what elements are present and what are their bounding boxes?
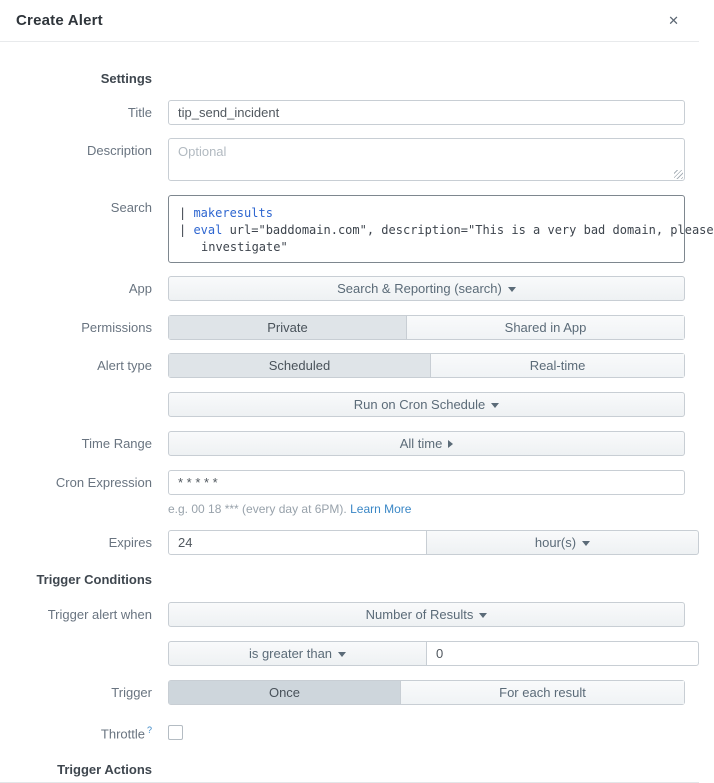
caret-right-icon <box>448 440 453 448</box>
throttle-row <box>0 723 699 741</box>
time-range-label: Time Range <box>81 436 152 451</box>
expires-unit-value: hour(s) <box>534 535 577 550</box>
dialog-header <box>0 0 699 42</box>
cron-help: e.g. 00 18 *** (every day at 6PM). Learn More <box>168 502 412 516</box>
trigger-when-value: Number of Results <box>365 607 474 622</box>
settings-heading: Settings <box>100 71 152 86</box>
caret-down-icon <box>508 287 516 292</box>
app-dropdown-value: Search & Reporting (search) <box>337 281 502 296</box>
expires-label: Expires <box>108 535 152 550</box>
dialog-body <box>0 42 714 783</box>
alert-type-row <box>0 353 699 378</box>
trigger-actions-heading-row <box>0 762 699 777</box>
alert-type-option-scheduled[interactable]: Scheduled <box>169 354 431 377</box>
trigger-when-label: Trigger alert when <box>47 607 152 622</box>
spl-line: investigate" <box>201 240 288 254</box>
settings-heading-row <box>0 71 699 86</box>
trigger-option-each[interactable]: For each result <box>401 681 684 704</box>
permissions-option-private[interactable]: Private <box>169 316 407 339</box>
description-textarea[interactable] <box>168 138 685 181</box>
time-range-value: All time <box>399 436 443 451</box>
expires-input[interactable] <box>168 530 427 555</box>
dialog-title: Create Alert <box>16 12 103 29</box>
cron-input[interactable] <box>168 470 685 495</box>
trigger-conditions-heading: Trigger Conditions <box>36 572 152 587</box>
comparator-value: is greater than <box>248 646 333 661</box>
app-label: App <box>128 281 152 296</box>
title-input[interactable] <box>168 100 685 125</box>
alert-type-option-realtime[interactable]: Real-time <box>431 354 684 377</box>
app-row <box>0 276 699 301</box>
schedule-dropdown-value: Run on Cron Schedule <box>353 397 486 412</box>
trigger-when-dropdown[interactable] <box>168 602 685 627</box>
caret-down-icon <box>479 613 487 618</box>
spl-command: eval <box>193 223 223 237</box>
caret-down-icon <box>338 652 346 657</box>
spl-line: | eval url="baddomain.com", description="This is a very bad domain, please <box>179 223 714 237</box>
throttle-label: Throttle ? <box>100 725 152 742</box>
trigger-label: Trigger <box>111 685 152 700</box>
time-range-row <box>0 431 699 456</box>
condition-row <box>0 641 699 666</box>
description-label: Description <box>86 143 152 158</box>
spl-line: | makeresults <box>179 206 273 220</box>
permissions-label: Permissions <box>81 320 152 335</box>
trigger-row <box>0 680 699 705</box>
caret-down-icon <box>582 541 590 546</box>
caret-down-icon <box>491 403 499 408</box>
trigger-segments <box>168 680 685 705</box>
alert-type-label: Alert type <box>97 358 152 373</box>
schedule-dropdown[interactable] <box>168 392 685 417</box>
search-row <box>0 195 714 263</box>
title-row <box>0 100 699 125</box>
trigger-actions-heading: Trigger Actions <box>57 762 152 778</box>
learn-more-link[interactable]: Learn More <box>350 502 412 516</box>
expires-unit-dropdown[interactable] <box>426 530 699 555</box>
comparator-dropdown[interactable] <box>168 641 427 666</box>
search-label: Search <box>110 200 152 215</box>
close-icon[interactable]: ✕ <box>668 13 679 28</box>
throttle-checkbox[interactable] <box>168 725 183 740</box>
permissions-row <box>0 315 699 340</box>
spl-command: makeresults <box>193 206 273 220</box>
cron-label: Cron Expression <box>55 475 152 490</box>
expires-row <box>0 530 699 555</box>
trigger-when-row <box>0 602 699 627</box>
cron-row <box>0 470 699 516</box>
help-question-icon[interactable]: ? <box>146 725 152 735</box>
permissions-segments <box>168 315 685 340</box>
alert-type-segments <box>168 353 685 378</box>
app-dropdown[interactable] <box>168 276 685 301</box>
title-label: Title <box>127 105 152 120</box>
schedule-row <box>0 392 699 417</box>
trigger-option-once[interactable]: Once <box>169 681 401 704</box>
description-row <box>0 138 699 181</box>
trigger-conditions-heading-row <box>0 572 699 587</box>
search-query-editor[interactable] <box>168 195 714 263</box>
permissions-option-shared[interactable]: Shared in App <box>407 316 684 339</box>
condition-value-input[interactable] <box>426 641 699 666</box>
time-range-dropdown[interactable] <box>168 431 685 456</box>
